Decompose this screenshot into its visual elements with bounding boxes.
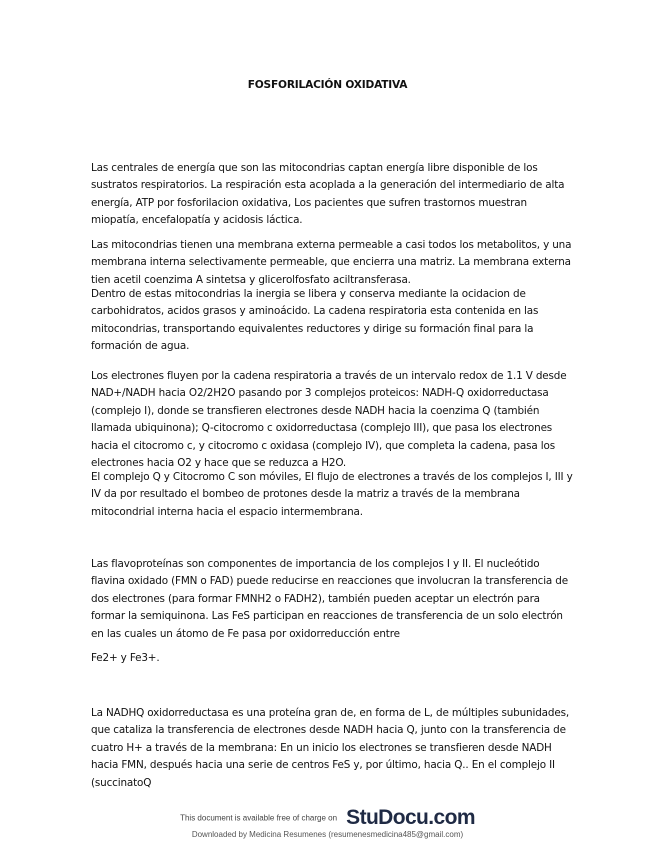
paragraph-4: Los electrones fluyen por la cadena respiratoria a través de un intervalo redox de 1.1 V desde NAD+/NADH hacia O2/2H2O pasando por 3 complejos proteicos: NADH-Q oxidorreductasa (complejo I), donde se transfieren electrones desde NADH hacia la coenzima Q (también llamada ubiquinona); Q-citocromo c oxidorreductasa (complejo III), que pasa los electrones hacia el citocromo c, y citocromo c oxidasa (complejo IV), que completa la cadena, pasa los electrones hacia O2 y hace que se reduzca a H2O.	[91, 370, 567, 470]
download-notice: Downloaded by Medicina Resumenes (resumenesmedicina485@gmail.com)	[191, 830, 464, 839]
paragraph-3: Dentro de estas mitocondrias la inergia se libera y conserva mediante la ocidacion de carbohidratos, acidos grasos y aminoácido. La cadena respiratoria esta contenida en las mitocondrias, transportando equivalentes reductores y dirige su formación final para la formación de agua.	[91, 288, 539, 353]
paragraph-6: Las flavoproteínas son componentes de importancia de los complejos I y II. El nucleótido flavina oxidado (FMN o FAD) puede reducirse en reacciones que involucran la transferencia de dos electrones (para formar FMNH2 o FADH2), también pueden aceptar un electrón para formar la semiquinona. Las FeS participan en reacciones de transferencia de un solo electrón en las cuales un átomo de Fe pasa por oxidorreducción entre	[91, 558, 568, 640]
document-title: FOSFORILACIÓN OXIDATIVA	[247, 79, 408, 91]
studocu-logo-domain: .com	[428, 806, 475, 829]
availability-notice: This document is available free of charge on	[180, 813, 338, 823]
studocu-logo-name: StuDocu	[346, 806, 429, 829]
studocu-footer	[0, 806, 655, 830]
paragraph-5: El complejo Q y Citocromo C son móviles, El flujo de electrones a través de los complejos I, III y IV da por resultado el bombeo de protones desde la matriz a través de la membrana mitocondrial interna hacia el espacio intermembrana.	[91, 471, 573, 518]
paragraph-2: Las mitocondrias tienen una membrana externa permeable a casi todos los metabolitos, y una membrana interna selectivamente permeable, que encierra una matriz. La membrana externa tien acetil coenzima A sintetsa y glicerolfosfato aciltransferasa.	[91, 239, 572, 286]
studocu-logo[interactable]	[346, 806, 475, 830]
paragraph-8: La NADHQ oxidorreductasa es una proteína gran de, en forma de L, de múltiples subunidades, que cataliza la transferencia de electrones desde NADH hacia Q, junto con la transferencia de cuatro H+ a través de la membrana: En un inicio los electrones se transfieren desde NADH hacia FMN, después hacia una serie de centros FeS y, por último, hacia Q.. En el complejo II (succinatoQ	[91, 707, 569, 789]
paragraph-1: Las centrales de energía que son las mitocondrias captan energía libre disponible de los sustratos respiratorios. La respiración esta acoplada a la generación del intermediario de alta energía, ATP por fosforilacion oxidativa, Los pacientes que sufren trastornos muestran miopatía, encefalopatía y acidosis láctica.	[91, 162, 565, 227]
paragraph-7: Fe2+ y Fe3+.	[91, 652, 160, 664]
